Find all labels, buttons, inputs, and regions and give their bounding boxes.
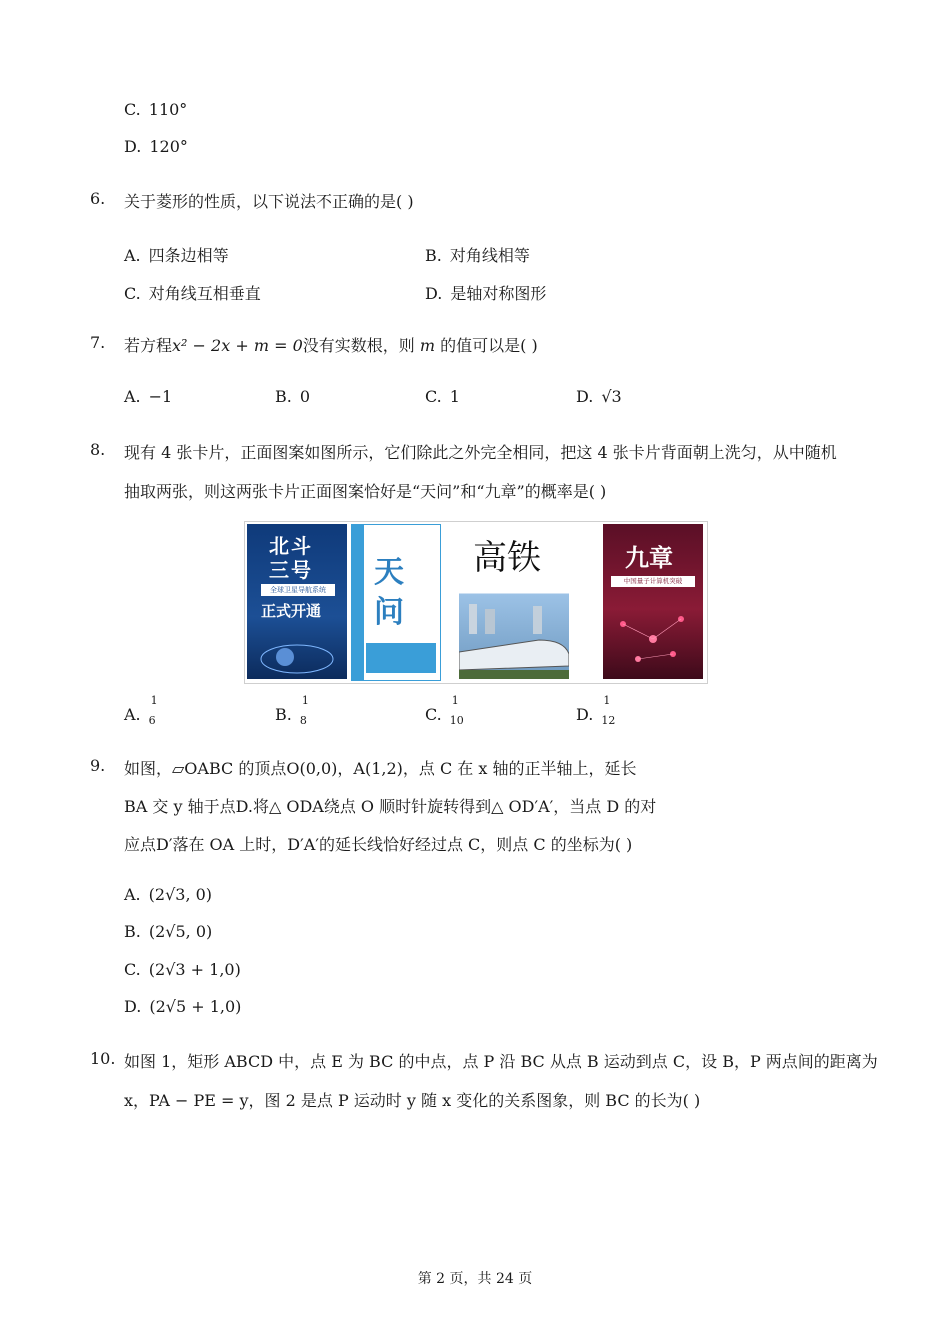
q7-option-d [576,387,622,406]
q6-question: 关于菱形的性质，以下说法不正确的是( ) [124,192,414,211]
fraction-denominator: 8 [299,714,307,727]
q9-option-a [124,885,212,904]
fraction-numerator: 1 [301,694,309,707]
q8-option-c [425,694,472,730]
card-gaotie [459,524,569,679]
card-jiuzhang-title: 九章 [625,543,673,572]
card-beidou [247,524,347,679]
card-jiuzhang-sub1: 中国量子计算机突破 [611,576,695,587]
q9-question-line3: 应点D′落在 OA 上时，D′A′的延长线恰好经过点 C，则点 C 的坐标为( ) [124,835,633,854]
option-text: (2√5, 0) [148,922,213,941]
globe-icon [257,629,337,674]
q5-option-c [124,100,187,119]
q7-variable: m [419,336,436,355]
q9-option-b [124,922,212,941]
q5-option-d [124,137,188,156]
option-text: 四条边相等 [148,246,229,265]
option-letter: A. [124,885,141,904]
card-tianwen-footer [366,643,436,673]
fraction [449,694,472,730]
card-jiuzhang [603,524,703,679]
option-letter: B. [124,922,141,941]
option-letter: A. [124,246,141,265]
q10-question-line2: x，PA − PE = y，图 2 是点 P 运动时 y 随 x 变化的关系图象，则 BC 的长为( ) [124,1091,701,1110]
card-gaotie-title: 高铁 [473,538,541,578]
option-letter: C. [124,960,141,979]
q9-question-line1: 如图，▱OABC 的顶点O(0,0)，A(1,2)，点 C 在 x 轴的正半轴上，延长 [124,759,637,778]
fraction-denominator: 6 [148,714,156,727]
option-letter: B. [275,704,292,724]
q6-option-c [124,281,261,304]
option-text: (2√3 + 1,0) [148,960,241,979]
q8-question-line2: 抽取两张，则这两张卡片正面图案恰好是“天问”和“九章”的概率是( ) [124,482,607,501]
option-letter: C. [425,704,442,724]
fraction-denominator: 12 [601,714,616,727]
q9-option-c [124,960,241,979]
q7-equation: x² − 2x + m = 0 [172,336,303,355]
q9-option-d [124,997,241,1016]
option-letter: D. [124,137,142,156]
q8-option-a [124,694,171,730]
q7-option-b [275,387,310,406]
option-text: 是轴对称图形 [450,284,547,303]
q7-text-c: 的值可以是( ) [440,336,538,355]
option-letter: C. [124,100,141,119]
q6-number: 6. [90,189,106,208]
option-letter: D. [576,704,594,724]
option-letter: C. [425,387,442,406]
option-text: (2√3, 0) [148,885,213,904]
q8-option-d [576,694,623,730]
q6-option-d [425,281,546,304]
q7-text-b: 没有实数根，则 [302,336,415,355]
fraction [148,694,171,730]
option-text: √3 [601,387,622,406]
fraction-numerator: 1 [603,694,611,707]
q8-card-images [244,521,708,684]
option-letter: A. [124,704,141,724]
q6-option-b [425,243,530,266]
q9-number: 9. [90,756,106,775]
option-letter: D. [425,284,443,303]
option-letter: B. [425,246,442,265]
card-tianwen-title: 天问 [374,555,404,630]
train-icon [459,604,569,679]
card-beidou-title: 北斗三号 [269,534,313,582]
q10-question-line1: 如图 1，矩形 ABCD 中，点 E 为 BC 的中点，点 P 沿 BC 从点 B 运动到点 C，设 B，P 两点间的距离为 [124,1052,878,1071]
option-text: (2√5 + 1,0) [149,997,242,1016]
fraction-denominator: 10 [449,714,464,727]
q8-option-b [275,694,322,730]
fraction [601,694,623,730]
option-letter: A. [124,387,141,406]
option-letter: B. [275,387,292,406]
q7-option-c [425,387,460,406]
option-letter: D. [124,997,142,1016]
q7-text-a: 若方程 [124,336,173,355]
lattice-icon [603,594,703,679]
option-text: 110° [148,100,188,119]
q8-question-line1: 现有 4 张卡片，正面图案如图所示，它们除此之外完全相同，把这 4 张卡片背面朝上洗匀，从中随机 [124,443,837,462]
q6-option-a [124,243,229,266]
option-text: 对角线相等 [449,246,530,265]
option-letter: D. [576,387,594,406]
option-text: 对角线互相垂直 [148,284,261,303]
option-text: −1 [148,387,173,406]
q7-question [124,333,538,356]
fraction [299,694,322,730]
card-beidou-sub1: 全球卫星导航系统 [261,584,335,596]
q8-number: 8. [90,440,106,459]
q10-number: 10. [90,1049,116,1068]
option-text: 120° [149,137,188,156]
card-tianwen-stripe [352,525,364,680]
option-text: 1 [449,387,460,406]
q9-question-line2: BA 交 y 轴于点D.将△ ODA绕点 O 顺时针旋转得到△ OD′A′，当点 D 的对 [124,797,657,816]
option-text: 0 [299,387,311,406]
card-tianwen [351,524,441,681]
q7-option-a [124,387,172,406]
fraction-numerator: 1 [150,694,158,707]
q7-number: 7. [90,333,106,352]
page-footer: 第 2 页，共 24 页 [417,1271,533,1287]
option-letter: C. [124,284,141,303]
fraction-numerator: 1 [451,694,459,707]
card-beidou-sub2: 正式开通 [261,602,322,620]
